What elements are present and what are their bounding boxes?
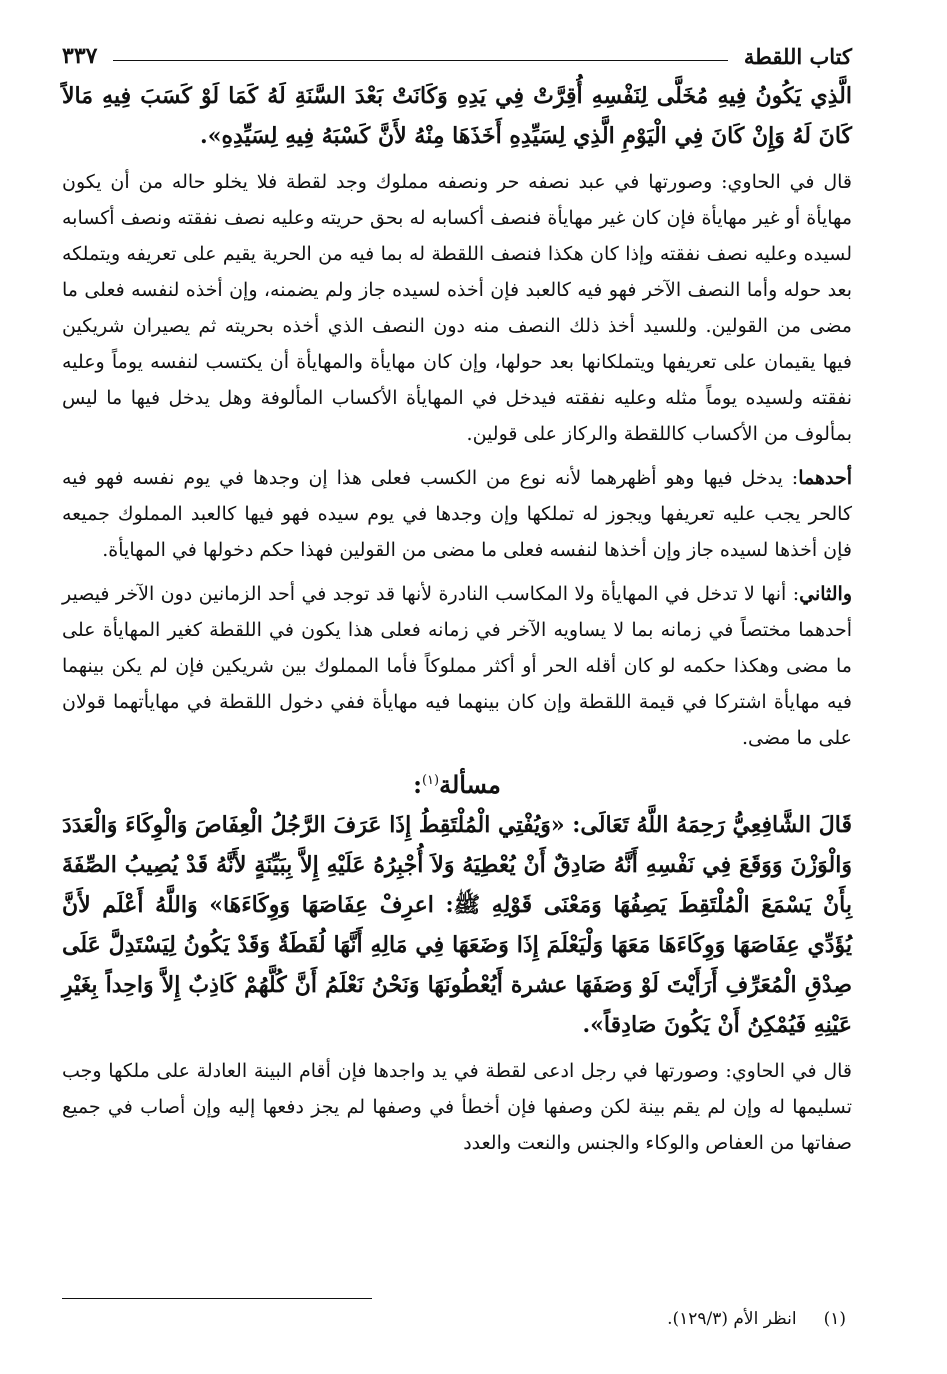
paragraph-1: قال في الحاوي: وصورتها في عبد نصفه حر ونصفه مملوك وجد لقطة فلا يخلو حاله من أن يكون مهايأة أو غير مهايأة فإن كان غير مهايأة فنصف أكسابه له بحق حريته وعليه نصف نفقته ونصف أكسابه لسيده وعليه نصف نفقته وإذا كان هكذا فنصف اللقطة له بما فيه من الحرية يقيم على تعريفه ويتملكه بعد حوله وأما النصف الآخر فهو فيه كالعبد فإن أخذه لسيده جاز ولم يضمنه، وإن أخذه لنفسه فعلى ما مضى من القولين. وللسيد أخذ ذلك النصف منه دون النصف الذي أخذه بحريته ثم يصيران شريكين فيها يقيمان على تعريفها ويتملكانها بعد حولها، وإن كان مهايأة والمهايأة أن يكتسب لنفسه يوماً وعليه نفقته ولسيده يوماً مثله وعليه نفقته فيدخل في المهايأة الأكساب المألوفة وهل يدخل فيها ما ليس بمألوف من الأكساب كاللقطة والركاز على قولين. [62,171,852,445]
opening-quote: الَّذِي يَكُونُ فِيهِ مُخَلَّى لِنَفْسِهِ أُقِرَّتْ فِي يَدِهِ وَكَانَتْ بَعْدَ السَّنَةِ لَهُ كَمَا لَوْ كَسَبَ فِيهِ مَالاً كَانَ لَهُ وَإِنْ كَانَ فِي الْيَوْمِ الَّذِي لِسَيِّدِهِ أَخَذَهَا مِنْهُ لأَنَّ كَسْبَهُ فِيهِ لِسَيِّدِهِ». [62,83,852,149]
header-rule [113,60,727,61]
footnote-rule [62,1298,372,1299]
paragraph-3-text: : أنها لا تدخل في المهايأة ولا المكاسب النادرة لأنها قد توجد في أحد الزمانين دون الآخر فيصير أحدهما مختصاً في زمانه بما لا يساويه الآخر في زمانه فعلى هذا يكون في اللقطة كغير المهايأة على ما مضى وهكذا حكمه لو كان أقله الحر أو أكثر مملوكاً فأما المملوك بين شريكين فإن لم يكن بينهما فيه مهايأة اشتركا في قيمة اللقطة وإن كان بينهما فيه مهايأة ففي دخول اللقطة في مهايأتهما قولان على ما مضى. [62,583,852,749]
section-heading: مسألة$^{(١)}$: [413,770,501,799]
paragraph-2-text: : يدخل فيها وهو أظهرهما لأنه نوع من الكسب فعلى هذا إن وجدها في يوم نفسه فهو فيه كالحر يجب عليه تعريفها ويجوز له تملكها وإن وجدها في يوم سيده فهو فيها كالعبد المملوك جميعه فإن أخذها لسيده جاز وإن أخذها لنفسه فعلى ما مضى من القولين فهذا حكم دخولها في المهايأة. [62,467,852,561]
book-title: كتاب اللقطة [743,43,852,69]
section-heading-title: مسألة [439,770,501,799]
paragraph-2-lead: أحدهما [798,467,852,489]
second-quote: قَالَ الشَّافِعِيُّ رَحِمَهُ اللَّهُ تَعَالَى: «وَيُفْتِي الْمُلْتَقِطُ إِذَا عَرَفَ الرَّجُلُ الْعِفَاصَ وَالْوِكَاءَ وَالْعَدَدَ وَالْوَزْنَ وَوَقَعَ فِي نَفْسِهِ أَنَّهُ صَادِقٌ أَنْ يُعْطِيَهُ وَلاَ أُجْبِرُهُ عَلَيْهِ إِلاَّ بِبَيِّنَةٍ لأَنَّهُ قَدْ يُصِيبُ الصِّفَةَ بِأَنْ يَسْمَعَ الْمُلْتَقِطَ يَصِفُهَا وَمَعْنَى قَوْلِهِ ﷺ: اعرِفْ عِفَاصَهَا وَوِكَاءَهَا» وَاللَّهُ أَعْلَم لأَنَّ يُؤَدِّي عِفَاصَهَا وَوِكَاءَهَا مَعَهَا وَلْيَعْلَمَ إِذَا وَضَعَهَا فِي مَالِهِ أَنَّهَا لُقَطَةٌ وَقَدْ يَكُونُ لِيَسْتَدِلَّ عَلَى صِدْقِ الْمُعَرِّفِ أَرَأَيْتَ لَوْ وَصَفَهَا عشرة أَيُعْطُونَهَا وَنَحْنُ نَعْلَمُ أَنَّ كُلَّهُمْ كَاذِبٌ إِلاَّ وَاحِداً بِغَيْرِ عَيْنِهِ فَيُمْكِنُ أَنْ يَكُونَ صَادِقاً». [62,812,852,1038]
footnote [667,1304,846,1334]
page-number: ٣٣٧ [62,43,98,69]
paragraph-3-lead: والثاني [799,583,852,605]
footnote-text: انظر الأم (١٢٩/٣). [667,1309,797,1329]
footnote-number: (١) [823,1309,846,1329]
paragraph-2 [62,460,852,568]
running-header [62,36,852,76]
book-page [62,36,852,1346]
paragraph-3 [62,576,852,756]
footnote-reference[interactable]: (١) [421,773,440,788]
paragraph-4: قال في الحاوي: وصورتها في رجل ادعى لقطة في يد واجدها فإن أقام البينة العادلة على ملكها وجب تسليمها له وإن لم يقم بينة لكن وصفها فإن أخطأ في وصفها لم يجز دفعها إليه وإن أصاب في جميع صفاتها من العفاص والوكاء والجنس والنعت والعدد [62,1060,852,1154]
